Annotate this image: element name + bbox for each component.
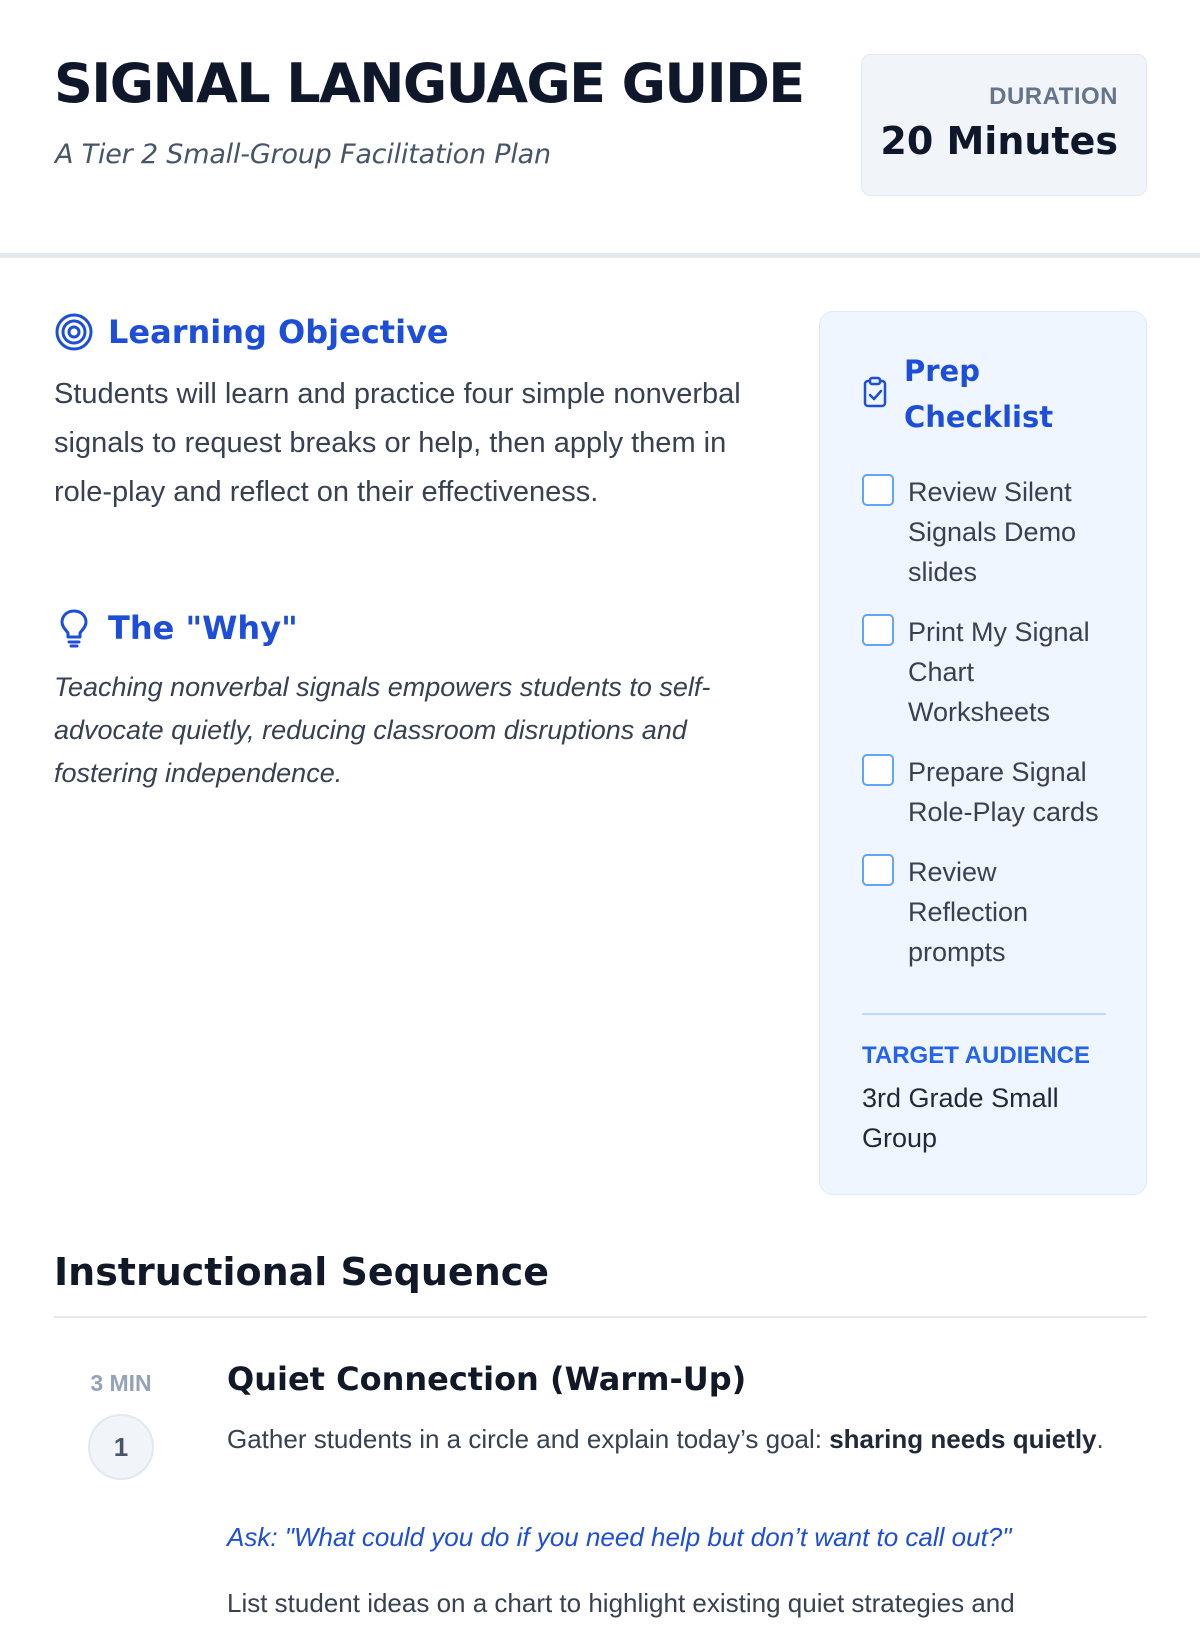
step-number-badge: 1 [88,1414,154,1480]
prep-title-text: Prep Checklist [904,354,1054,434]
page-title: SIGNAL LANGUAGE GUIDE [54,52,804,115]
sequence-divider [54,1316,1147,1318]
checkbox[interactable] [862,474,894,506]
sidebar-divider [862,1013,1106,1015]
prep-sidebar [819,311,1147,1195]
checklist-label: Review Silent Signals Demo slides [908,477,1077,587]
clipboard-check-icon [862,376,888,413]
checkbox[interactable] [862,854,894,886]
duration-card [861,54,1147,196]
prep-title [904,348,1074,440]
page-subtitle: A Tier 2 Small-Group Facilitation Plan [55,139,551,170]
step-body-end: . [1096,1424,1104,1454]
step-body-text: Gather students in a circle and explain today’s goal: [227,1424,830,1454]
duration-label: DURATION [989,83,1118,110]
checklist-label: Review Reflection prompts [908,857,1029,967]
prep-heading [862,348,1074,440]
duration-value: 20 Minutes [880,119,1118,163]
objective-text: Students will learn and practice four simple nonverbal signals to request breaks or help, then apply them in role-play and reflect on their effectiveness. [54,378,741,508]
checklist-item[interactable] [862,852,1122,972]
checklist-label: Print My Signal Chart Worksheets [908,617,1090,727]
why-text: Teaching nonverbal signals empowers students to self-advocate quietly, reducing classroom disruptions and fostering independence. [54,672,711,788]
why-heading [54,608,298,648]
objective-title: Learning Objective [108,313,449,351]
checkbox[interactable] [862,754,894,786]
step-body-bold: sharing needs quietly [829,1424,1097,1454]
audience-value: 3rd Grade Small Group [862,1083,1059,1153]
checklist-item[interactable] [862,612,1122,732]
step-followup-text: List student ideas on a chart to highlight existing quiet strategies and [227,1588,1015,1618]
page-header [0,0,1200,258]
target-icon [54,312,94,352]
checkbox[interactable] [862,614,894,646]
step-body [227,1418,1127,1461]
step-duration: 3 MIN [90,1370,152,1396]
checklist-label: Prepare Signal Role-Play cards [908,757,1099,827]
lightbulb-icon [54,608,94,648]
prep-checklist [862,472,1122,992]
step-ask-prompt: Ask: "What could you do if you need help but don’t want to call out?" [227,1522,1012,1552]
why-title: The "Why" [108,609,298,647]
audience-label: TARGET AUDIENCE [862,1042,1090,1069]
checklist-item[interactable] [862,472,1122,592]
sequence-title: Instructional Sequence [54,1250,550,1294]
objective-heading [54,312,449,352]
step-title: Quiet Connection (Warm-Up) [227,1360,747,1398]
checklist-item[interactable] [862,752,1122,832]
